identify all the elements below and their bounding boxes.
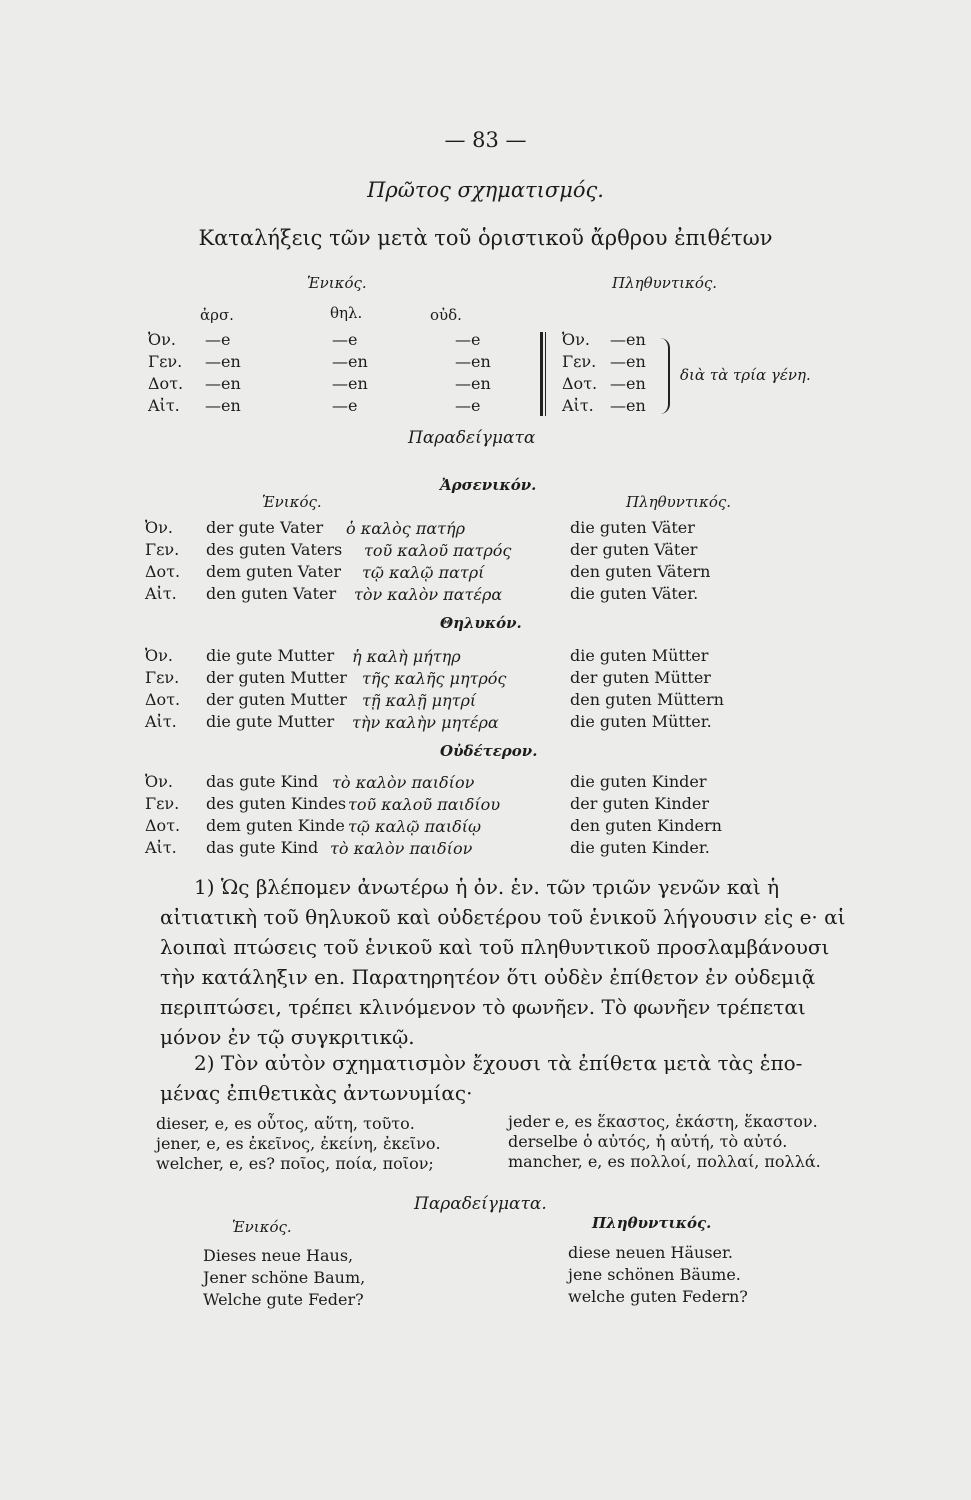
german-plural: der guten Mütter <box>570 668 711 687</box>
german-singular: die gute Mutter <box>206 712 335 731</box>
pronoun-entry: dieser, e, es οὗτος, αὕτη, τοῦτο. <box>156 1114 415 1133</box>
greek-singular: τῷ καλῷ πατρί <box>362 563 485 582</box>
page-number: — 83 — <box>444 128 527 152</box>
plural-case: Δοτ. <box>562 374 598 393</box>
case-label: Αἰτ. <box>145 584 177 603</box>
page-title: Πρῶτος σχηματισμός. <box>367 178 604 202</box>
pronoun-entry: welcher, e, es? ποῖος, ποία, ποῖον; <box>156 1154 434 1173</box>
german-plural: den guten Müttern <box>570 690 724 709</box>
greek-singular: τῷ καλῷ παιδίῳ <box>348 817 482 836</box>
note-1-line: περιπτώσει, τρέπει κλινόμενον τὸ φωνῆεν. Τὸ φωνῆεν τρέπεται <box>160 995 806 1019</box>
german-plural: die guten Väter. <box>570 584 699 603</box>
example-sg: Welche gute Feder? <box>203 1290 364 1309</box>
german-singular: das gute Kind <box>206 772 319 791</box>
example-pl: welche guten Federn? <box>568 1287 748 1306</box>
note-2 <box>160 1048 820 1108</box>
german-plural: die guten Väter <box>570 518 695 537</box>
ending-neut: —en <box>455 352 491 371</box>
plural-ending: —en <box>610 374 646 393</box>
masc-pl-label: Πληθυντικός. <box>626 493 732 511</box>
german-plural: die guten Mütter <box>570 646 709 665</box>
greek-singular: τοῦ καλοῦ παιδίου <box>348 795 501 814</box>
case-label: Γεν. <box>145 794 180 813</box>
pronoun-entry: mancher, e, es πολλοί, πολλαί, πολλά. <box>508 1152 821 1171</box>
examples2-pl-label: Πληθυντικός. <box>592 1214 712 1232</box>
german-plural: die guten Mütter. <box>570 712 712 731</box>
endings-plural-label: Πληθυντικός. <box>612 274 718 292</box>
pronoun-entry: jeder e, es ἕκαστος, ἑκάστη, ἕκαστον. <box>508 1112 818 1131</box>
german-plural: der guten Väter <box>570 540 698 559</box>
ending-fem: —en <box>332 374 368 393</box>
plural-note: διὰ τὰ τρία γένη. <box>680 366 811 384</box>
examples2-heading: Παραδείγματα. <box>414 1194 547 1214</box>
col-head-neut: οὐδ. <box>430 306 462 324</box>
ending-masc: —en <box>205 396 241 415</box>
brace-icon <box>658 338 670 414</box>
german-plural: die guten Kinder. <box>570 838 710 857</box>
examples2-sg-label: Ἑνικός. <box>232 1218 292 1236</box>
example-pl: jene schönen Bäume. <box>568 1265 741 1284</box>
endings-case: Γεν. <box>148 352 183 371</box>
greek-singular: τὴν καλὴν μητέρα <box>352 713 499 732</box>
example-pl: diese neuen Häuser. <box>568 1243 733 1262</box>
case-label: Ὀν. <box>145 646 173 665</box>
note-2-line: 2) Τὸν αὐτὸν σχηματισμὸν ἔχουσι τὰ ἐπίθετα μετὰ τὰς ἑπο- <box>194 1051 803 1075</box>
case-label: Δοτ. <box>145 690 181 709</box>
plural-ending: —en <box>610 352 646 371</box>
german-singular: der guten Mutter <box>206 668 347 687</box>
pronoun-entry: jener, e, es ἐκεῖνος, ἐκείνη, ἐκεῖνο. <box>156 1134 441 1153</box>
german-plural: die guten Kinder <box>570 772 707 791</box>
pronoun-entry: derselbe ὁ αὐτός, ἡ αὐτή, τὸ αὐτό. <box>508 1132 788 1151</box>
double-rule-right <box>545 332 546 416</box>
case-label: Γεν. <box>145 540 180 559</box>
note-1-line: τὴν κατάληξιν en. Παρατηρητέον ὅτι οὐδὲν ἐπίθετον ἐν οὐδεμιᾷ <box>160 965 816 989</box>
german-singular: die gute Mutter <box>206 646 335 665</box>
ending-fem: —e <box>332 396 358 415</box>
greek-singular: τὸν καλὸν πατέρα <box>354 585 503 604</box>
fem-label: Θηλυκόν. <box>440 614 522 632</box>
case-label: Ὀν. <box>145 772 173 791</box>
endings-singular-label: Ἑνικός. <box>307 274 367 292</box>
plural-ending: —en <box>610 396 646 415</box>
case-label: Αἰτ. <box>145 712 177 731</box>
endings-case: Δοτ. <box>148 374 184 393</box>
greek-singular: τῆς καλῆς μητρός <box>362 669 507 688</box>
masc-label: Ἀρσενικόν. <box>440 476 537 494</box>
german-singular: des guten Vaters <box>206 540 343 559</box>
masc-sg-label: Ἑνικός. <box>262 493 322 511</box>
plural-case: Γεν. <box>562 352 597 371</box>
example-sg: Dieses neue Haus, <box>203 1246 354 1265</box>
ending-fem: —e <box>332 330 358 349</box>
neut-label: Οὐδέτερον. <box>440 742 538 760</box>
greek-singular: τὸ καλὸν παιδίον <box>332 773 475 792</box>
page-subtitle: Καταλήξεις τῶν μετὰ τοῦ ὁριστικοῦ ἄρθρου ἐπιθέτων <box>198 226 773 250</box>
case-label: Γεν. <box>145 668 180 687</box>
ending-neut: —e <box>455 330 481 349</box>
col-head-masc: ἀρσ. <box>200 306 234 324</box>
greek-singular: τοῦ καλοῦ πατρός <box>364 541 512 560</box>
german-singular: der gute Vater <box>206 518 324 537</box>
plural-case: Αἰτ. <box>562 396 594 415</box>
greek-singular: τῇ καλῇ μητρί <box>362 691 477 710</box>
note-1-line: αἰτιατικὴ τοῦ θηλυκοῦ καὶ οὐδετέρου τοῦ ἑνικοῦ λήγουσιν εἰς e· αἱ <box>160 905 846 929</box>
plural-case: Ὀν. <box>562 330 590 349</box>
case-label: Δοτ. <box>145 816 181 835</box>
german-plural: der guten Kinder <box>570 794 710 813</box>
case-label: Ὀν. <box>145 518 173 537</box>
examples-heading: Παραδείγματα <box>408 428 536 448</box>
endings-case: Αἰτ. <box>148 396 180 415</box>
german-singular: des guten Kindes <box>206 794 347 813</box>
german-singular: das gute Kind <box>206 838 319 857</box>
german-singular: den guten Vater <box>206 584 337 603</box>
note-1-line: λοιπαὶ πτώσεις τοῦ ἑνικοῦ καὶ τοῦ πληθυντικοῦ προσλαμβάνουσι <box>160 935 830 959</box>
german-singular: der guten Mutter <box>206 690 347 709</box>
note-1-line: μόνον ἐν τῷ συγκριτικῷ. <box>160 1025 415 1049</box>
greek-singular: ἡ καλὴ μήτηρ <box>352 647 461 666</box>
case-label: Δοτ. <box>145 562 181 581</box>
note-2-line: μένας ἐπιθετικὰς ἀντωνυμίας· <box>160 1081 473 1105</box>
note-1 <box>160 872 846 1052</box>
double-rule-left <box>540 332 543 416</box>
note-1-line: 1) Ὡς βλέπομεν ἀνωτέρω ἡ ὀν. ἑν. τῶν τριῶν γενῶν καὶ ἡ <box>194 875 780 899</box>
ending-neut: —en <box>455 374 491 393</box>
ending-masc: —en <box>205 352 241 371</box>
german-plural: den guten Vätern <box>570 562 711 581</box>
example-sg: Jener schöne Baum, <box>203 1268 366 1287</box>
ending-fem: —en <box>332 352 368 371</box>
german-singular: dem guten Kinde <box>206 816 345 835</box>
ending-masc: —e <box>205 330 231 349</box>
plural-ending: —en <box>610 330 646 349</box>
german-singular: dem guten Vater <box>206 562 341 581</box>
endings-case: Ὀν. <box>148 330 176 349</box>
case-label: Αἰτ. <box>145 838 177 857</box>
col-head-fem: θηλ. <box>330 304 363 322</box>
german-plural: den guten Kindern <box>570 816 722 835</box>
greek-singular: τὸ καλὸν παιδίον <box>330 839 473 858</box>
greek-singular: ὁ καλὸς πατήρ <box>346 519 465 538</box>
ending-masc: —en <box>205 374 241 393</box>
ending-neut: —e <box>455 396 481 415</box>
